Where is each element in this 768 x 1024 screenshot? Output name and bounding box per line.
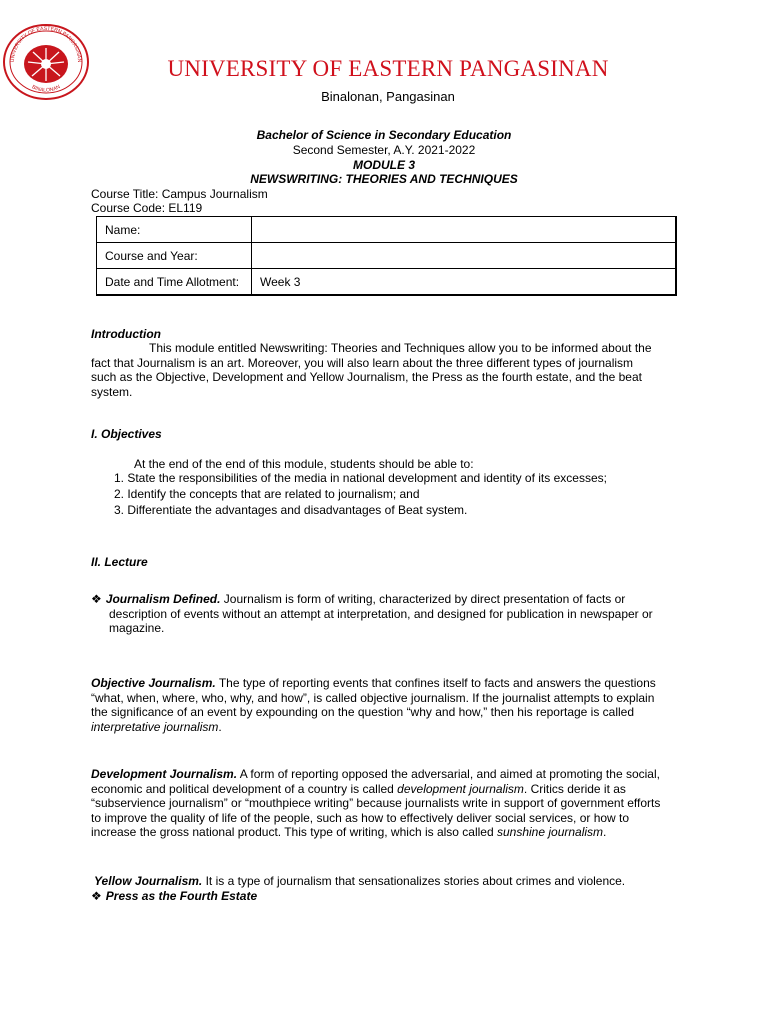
journalism-defined-text: magazine. bbox=[109, 621, 165, 635]
objectives-lead: At the end of the end of this module, students should be able to: bbox=[134, 457, 474, 471]
development-journalism-italic: development journalism bbox=[397, 781, 524, 796]
module-number: MODULE 3 bbox=[352, 158, 415, 172]
university-location: Binalonan, Pangasinan bbox=[321, 89, 455, 104]
development-journalism-text: . Critics deride it as bbox=[523, 781, 626, 796]
seal-text-top: UNIVERSITY OF EASTERN PANGASINAN bbox=[9, 25, 83, 63]
university-name: UNIVERSITY OF EASTERN PANGASINAN bbox=[167, 56, 609, 81]
objective-journalism-text: the significance of an event by expounding on the question “why and how,” then his reportage is called bbox=[91, 705, 635, 719]
table-row bbox=[97, 269, 677, 296]
name-field[interactable] bbox=[252, 217, 677, 243]
intro-line: system. bbox=[91, 384, 133, 399]
list-item: 2. Identify the concepts that are related to journalism; and bbox=[114, 487, 420, 501]
date-time-field[interactable]: Week 3 bbox=[252, 269, 677, 296]
list-item: 3. Differentiate the advantages and disadvantages of Beat system. bbox=[114, 503, 468, 517]
development-journalism-text: increase the gross national product. This type of writing, which is also called bbox=[91, 825, 497, 839]
journalism-defined-term: Journalism Defined. bbox=[105, 592, 221, 606]
objective-journalism bbox=[91, 676, 691, 734]
development-journalism-text: to improve the quality of life of the people, such as how to effectively deliver social services, or how to bbox=[91, 810, 630, 825]
course-code: Course Code: EL119 bbox=[91, 201, 203, 215]
press-fourth-estate-heading: Press as the Fourth Estate bbox=[105, 889, 258, 903]
objective-journalism-italic: interpretative journalism bbox=[91, 719, 219, 734]
lecture-heading: II. Lecture bbox=[91, 555, 148, 569]
development-journalism bbox=[91, 767, 691, 840]
diamond-bullet-icon: ❖ bbox=[91, 889, 102, 903]
introduction-body bbox=[91, 341, 652, 399]
objective-journalism-term: Objective Journalism. bbox=[91, 676, 216, 690]
development-journalism-term: Development Journalism. bbox=[91, 767, 238, 781]
objective-journalism-text: . bbox=[218, 719, 222, 734]
press-fourth-estate bbox=[91, 889, 257, 904]
introduction-heading: Introduction bbox=[91, 327, 161, 341]
student-info-table bbox=[96, 216, 677, 296]
table-row bbox=[97, 217, 677, 243]
yellow-journalism-text: It is a type of journalism that sensationalizes stories about crimes and violence. bbox=[202, 874, 626, 888]
seal-text-bottom: BINALONAN bbox=[30, 84, 62, 94]
objectives-list bbox=[114, 470, 607, 518]
yellow-journalism bbox=[94, 874, 694, 889]
development-journalism-text: A form of reporting opposed the adversarial, and aimed at promoting the social, bbox=[237, 767, 660, 781]
development-journalism-text: . bbox=[603, 825, 607, 839]
intro-line: such as the Objective, Development and Yellow Journalism, the Press as the fourth estate, and the beat bbox=[91, 370, 642, 384]
journalism-defined-text: description of events without an attempt at interpretation, and designed for publication in newspaper or bbox=[109, 606, 653, 621]
program-title: Bachelor of Science in Secondary Education bbox=[256, 128, 512, 142]
journalism-defined-text: Journalism is form of writing, characterized by direct presentation of facts or bbox=[220, 592, 626, 606]
course-year-label: Course and Year: bbox=[97, 243, 252, 269]
development-journalism-italic: sunshine journalism bbox=[496, 825, 604, 839]
module-title: NEWSWRITING: THEORIES AND TECHNIQUES bbox=[250, 172, 518, 186]
semester: Second Semester, A.Y. 2021-2022 bbox=[292, 143, 476, 157]
name-label: Name: bbox=[97, 217, 252, 243]
date-time-label: Date and Time Allotment: bbox=[97, 269, 252, 296]
development-journalism-text: “subservience journalism” or “mouthpiece writing” because journalists write in support of government efforts bbox=[91, 796, 661, 810]
course-year-field[interactable] bbox=[252, 243, 677, 269]
objective-journalism-text: The type of reporting events that confines itself to facts and answers the questions bbox=[215, 676, 656, 690]
journalism-defined bbox=[91, 592, 691, 636]
course-title: Course Title: Campus Journalism bbox=[91, 187, 268, 201]
intro-line: This module entitled Newswriting: Theories and Techniques allow you to be informed about the bbox=[149, 341, 652, 355]
table-row bbox=[97, 243, 677, 269]
intro-line: fact that Journalism is an art. Moreover, you will also learn about the three different types of journalism bbox=[91, 355, 634, 370]
yellow-journalism-term: Yellow Journalism. bbox=[94, 874, 203, 888]
objective-journalism-text: “what, when, where, who, why, and how”, is called objective journalism. If the journalist attempts to explain bbox=[91, 690, 655, 705]
objectives-heading: I. Objectives bbox=[91, 427, 162, 441]
diamond-bullet-icon: ❖ bbox=[91, 592, 102, 606]
development-journalism-text: economic and political development of a country is called bbox=[91, 781, 398, 796]
list-item: 1. State the responsibilities of the media in national development and identity of its excesses; bbox=[114, 471, 607, 485]
